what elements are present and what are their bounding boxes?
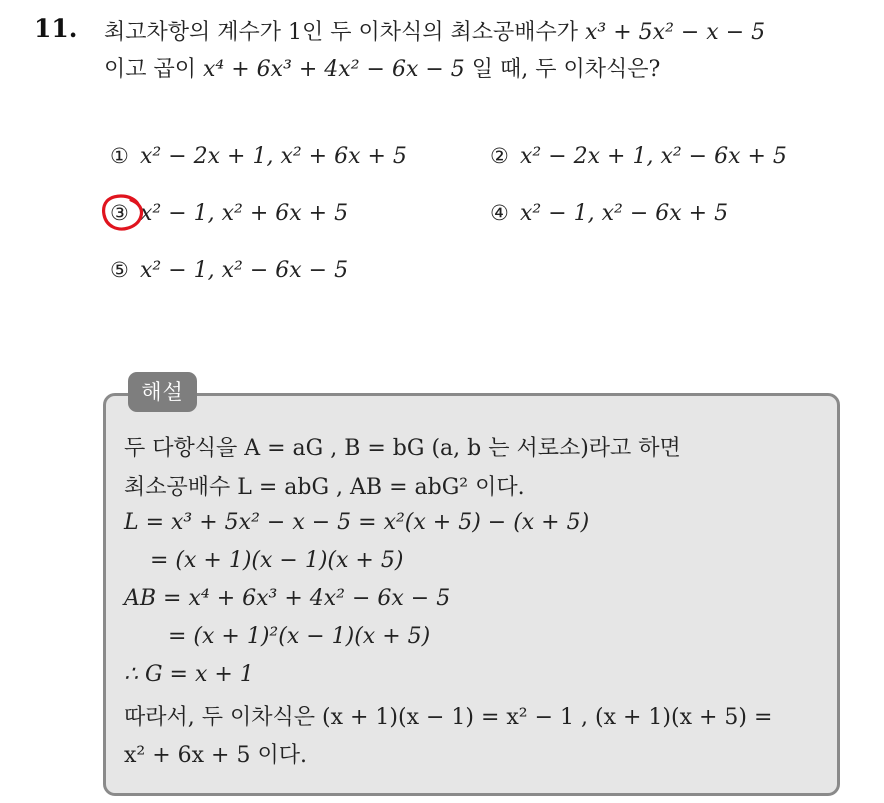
solution-line: 최소공배수 L = abG , AB = abG² 이다. bbox=[124, 475, 525, 500]
solution-line: = (x + 1)(x − 1)(x + 5) bbox=[150, 548, 404, 573]
choice-text: x² − 1, x² − 6x + 5 bbox=[520, 201, 729, 226]
selected-answer-circle-icon bbox=[101, 192, 145, 232]
solution-line: AB = x⁴ + 6x³ + 4x² − 6x − 5 bbox=[124, 586, 451, 611]
choice-5[interactable] bbox=[110, 258, 348, 283]
question-product-expression: x⁴ + 6x³ + 4x² − 6x − 5 bbox=[203, 57, 465, 82]
question-line2-prefix: 이고 곱이 bbox=[104, 57, 197, 82]
choice-4[interactable] bbox=[490, 201, 728, 226]
choice-mark: ② bbox=[490, 144, 509, 168]
question-lcm-expression: x³ + 5x² − x − 5 bbox=[585, 20, 766, 45]
solution-tab: 해설 bbox=[128, 372, 197, 412]
choice-text: x² − 1, x² − 6x − 5 bbox=[140, 258, 349, 283]
choice-text: x² − 1, x² + 6x + 5 bbox=[140, 201, 349, 226]
question-line1-prefix: 최고차항의 계수가 1인 두 이차식의 최소공배수가 bbox=[104, 20, 579, 45]
choice-text: x² − 2x + 1, x² + 6x + 5 bbox=[140, 144, 407, 169]
solution-line: 따라서, 두 이차식은 (x + 1)(x − 1) = x² − 1 , (x + 1)(x + 5) = bbox=[124, 705, 773, 730]
solution-line: x² + 6x + 5 이다. bbox=[124, 743, 307, 768]
solution-line: ∴ G = x + 1 bbox=[124, 662, 254, 687]
choice-mark: ③ bbox=[110, 201, 129, 225]
solution-line: L = x³ + 5x² − x − 5 = x²(x + 5) − (x + 5) bbox=[124, 510, 590, 535]
choice-3[interactable] bbox=[110, 201, 348, 226]
choice-text: x² − 2x + 1, x² − 6x + 5 bbox=[520, 144, 787, 169]
choice-mark: ① bbox=[110, 144, 129, 168]
choice-mark: ④ bbox=[490, 201, 509, 225]
question-number: 11. bbox=[34, 14, 78, 43]
solution-line: = (x + 1)²(x − 1)(x + 5) bbox=[168, 624, 431, 649]
question-text bbox=[104, 14, 874, 88]
question-line-2 bbox=[104, 51, 874, 88]
question-line2-suffix: 일 때, 두 이차식은? bbox=[471, 57, 661, 82]
choice-1[interactable] bbox=[110, 144, 407, 169]
choice-2[interactable] bbox=[490, 144, 787, 169]
choice-mark: ⑤ bbox=[110, 258, 129, 282]
solution-line: 두 다항식을 A = aG , B = bG (a, b 는 서로소)라고 하면 bbox=[124, 436, 681, 461]
question-line-1 bbox=[104, 14, 874, 51]
